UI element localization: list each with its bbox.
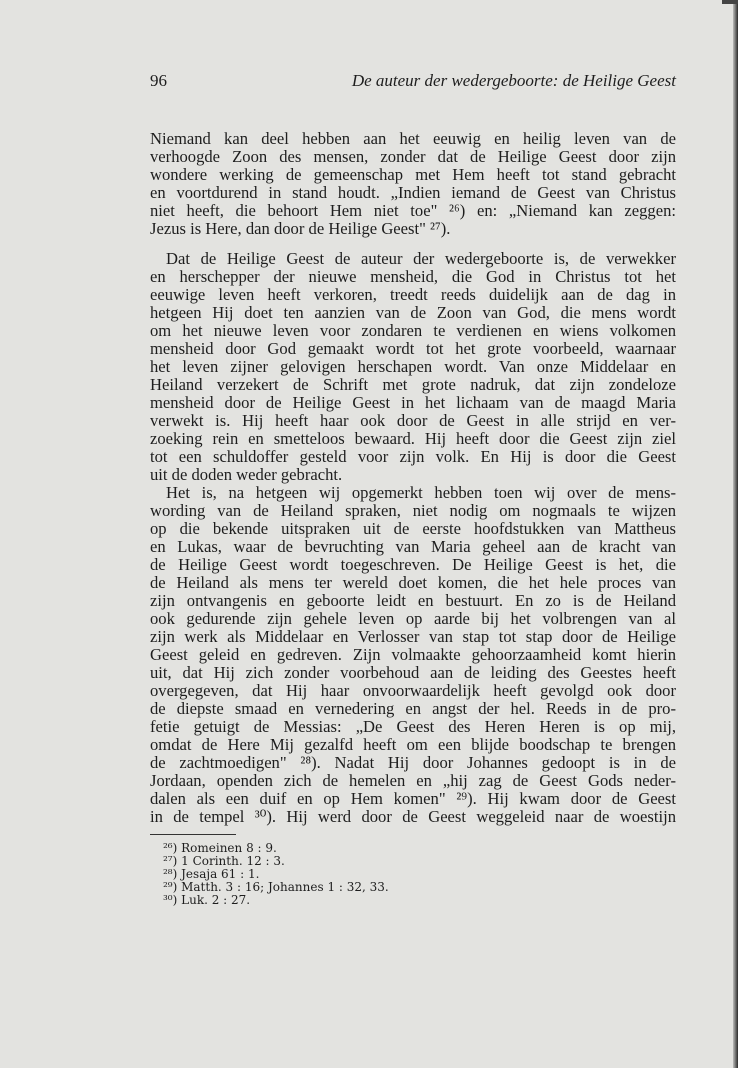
text-line: de diepste smaad en vernedering en angst der hel. Reeds in de pro- [150, 699, 676, 718]
text-line: wondere werking de gemeenschap met Hem heeft tot stand gebracht [150, 165, 676, 184]
text-line: zijn werk als Middelaar en Verlosser van stap tot stap door de Heilige [150, 627, 676, 646]
text-line: in de tempel ³⁰). Hij werd door de Geest weggeleid naar de woestijn [150, 807, 676, 826]
page-number: 96 [150, 71, 167, 90]
footnote: ²⁹) Matth. 3 : 16; Johannes 1 : 32, 33. [163, 880, 389, 894]
text-line: fetie getuigt de Messias: „De Geest des Heren Heren is op mij, [150, 717, 676, 736]
text-line: eeuwige leven heeft verkoren, treedt reeds duidelijk aan de dag in [150, 285, 676, 304]
text-line: de Heiland als mens ter wereld doet komen, die het hele proces van [150, 573, 676, 592]
text-line: niet heeft, die behoort Hem niet toe" ²⁶) en: „Niemand kan zeggen: [150, 201, 676, 220]
text-line: dalen als een duif en op Hem komen" ²⁹). Hij kwam door de Geest [150, 789, 676, 808]
text-line: hetgeen Hij doet ten aanzien van de Zoon van God, die mens wordt [150, 303, 676, 322]
text-line: omdat de Here Mij gezalfd heeft om een blijde boodschap te brengen [150, 735, 676, 754]
text-line: Geest geleid en gedreven. Zijn volmaakte gehoorzaamheid komt hierin [150, 645, 676, 664]
text-line: op die bekende uitspraken uit de eerste hoofdstukken van Mattheus [150, 519, 676, 538]
text-line: de Heilige Geest wordt toegeschreven. De Heilige Geest is het, die [150, 555, 676, 574]
text-line: en Lukas, waar de bevruchting van Maria geheel aan de kracht van [150, 537, 676, 556]
footnote: ³⁰) Luk. 2 : 27. [163, 893, 251, 907]
text-line: Dat de Heilige Geest de auteur der wedergeboorte is, de verwekker [166, 249, 676, 268]
paragraph-1 [150, 130, 676, 238]
text-line: de zachtmoedigen" ²⁸). Nadat Hij door Johannes gedoopt is in de [150, 753, 676, 772]
footnote: ²⁶) Romeinen 8 : 9. [163, 841, 277, 855]
footnote-separator [150, 834, 236, 835]
text-line: en voortdurend in stand houdt. „Indien iemand de Geest van Christus [150, 183, 676, 202]
footnotes [163, 842, 389, 907]
text-line: Jordaan, openden zich de hemelen en „hij zag de Geest Gods neder- [150, 771, 676, 790]
scan-edge-mark [722, 0, 738, 4]
body-text [150, 130, 676, 826]
text-line: Jezus is Here, dan door de Heilige Geest" ²⁷). [150, 219, 451, 238]
footnote: ²⁷) 1 Corinth. 12 : 3. [163, 854, 285, 868]
text-line: Niemand kan deel hebben aan het eeuwig en heilig leven van de [150, 129, 676, 148]
paragraph-3 [150, 484, 676, 826]
text-line: uit de doden weder gebracht. [150, 465, 343, 484]
text-line: wording van de Heiland spraken, niet nodig om nogmaals te wijzen [150, 501, 676, 520]
text-line: mensheid door God gemaakt wordt tot het grote voorbeeld, waarnaar [150, 339, 676, 358]
text-line: verwekt is. Hij heeft haar ook door de Geest in alle strijd en ver- [150, 411, 676, 430]
paragraph-2 [150, 250, 676, 484]
text-line: ook gedurende zijn gehele leven op aarde bij het volbrengen van al [150, 609, 676, 628]
text-line: verhoogde Zoon des mensen, zonder dat de Heilige Geest door zijn [150, 147, 676, 166]
running-header [150, 70, 676, 92]
text-line: om het nieuwe leven voor zondaren te verdienen en wiens volkomen [150, 321, 676, 340]
text-line: zoeking rein en smetteloos bewaard. Hij heeft door die Geest zijn ziel [150, 429, 676, 448]
text-line: uit, dat Hij zich zonder voorbehoud aan de leiding des Geestes heeft [150, 663, 676, 682]
text-line: Het is, na hetgeen wij opgemerkt hebben toen wij over de mens- [166, 483, 676, 502]
text-line: en herschepper der nieuwe mensheid, die God in Christus tot het [150, 267, 676, 286]
running-title: De auteur der wedergeboorte: de Heilige Geest [351, 71, 676, 90]
text-line: zijn ontvangenis en geboorte leidt en bestuurt. En zo is de Heiland [150, 591, 676, 610]
text-line: tot een schuldoffer gesteld voor zijn volk. En Hij is door die Geest [150, 447, 676, 466]
text-line: het leven zijner gelovigen herschapen wordt. Van onze Middelaar en [150, 357, 676, 376]
text-line: overgegeven, dat Hij haar onvoorwaardelijk heeft gevolgd ook door [150, 681, 676, 700]
text-line: mensheid door de Heilige Geest in het lichaam van de maagd Maria [150, 393, 676, 412]
scan-page-edge [733, 0, 738, 1068]
footnote: ²⁸) Jesaja 61 : 1. [163, 867, 260, 881]
text-line: Heiland verzekert de Schrift met grote nadruk, dat zijn zondeloze [150, 375, 676, 394]
